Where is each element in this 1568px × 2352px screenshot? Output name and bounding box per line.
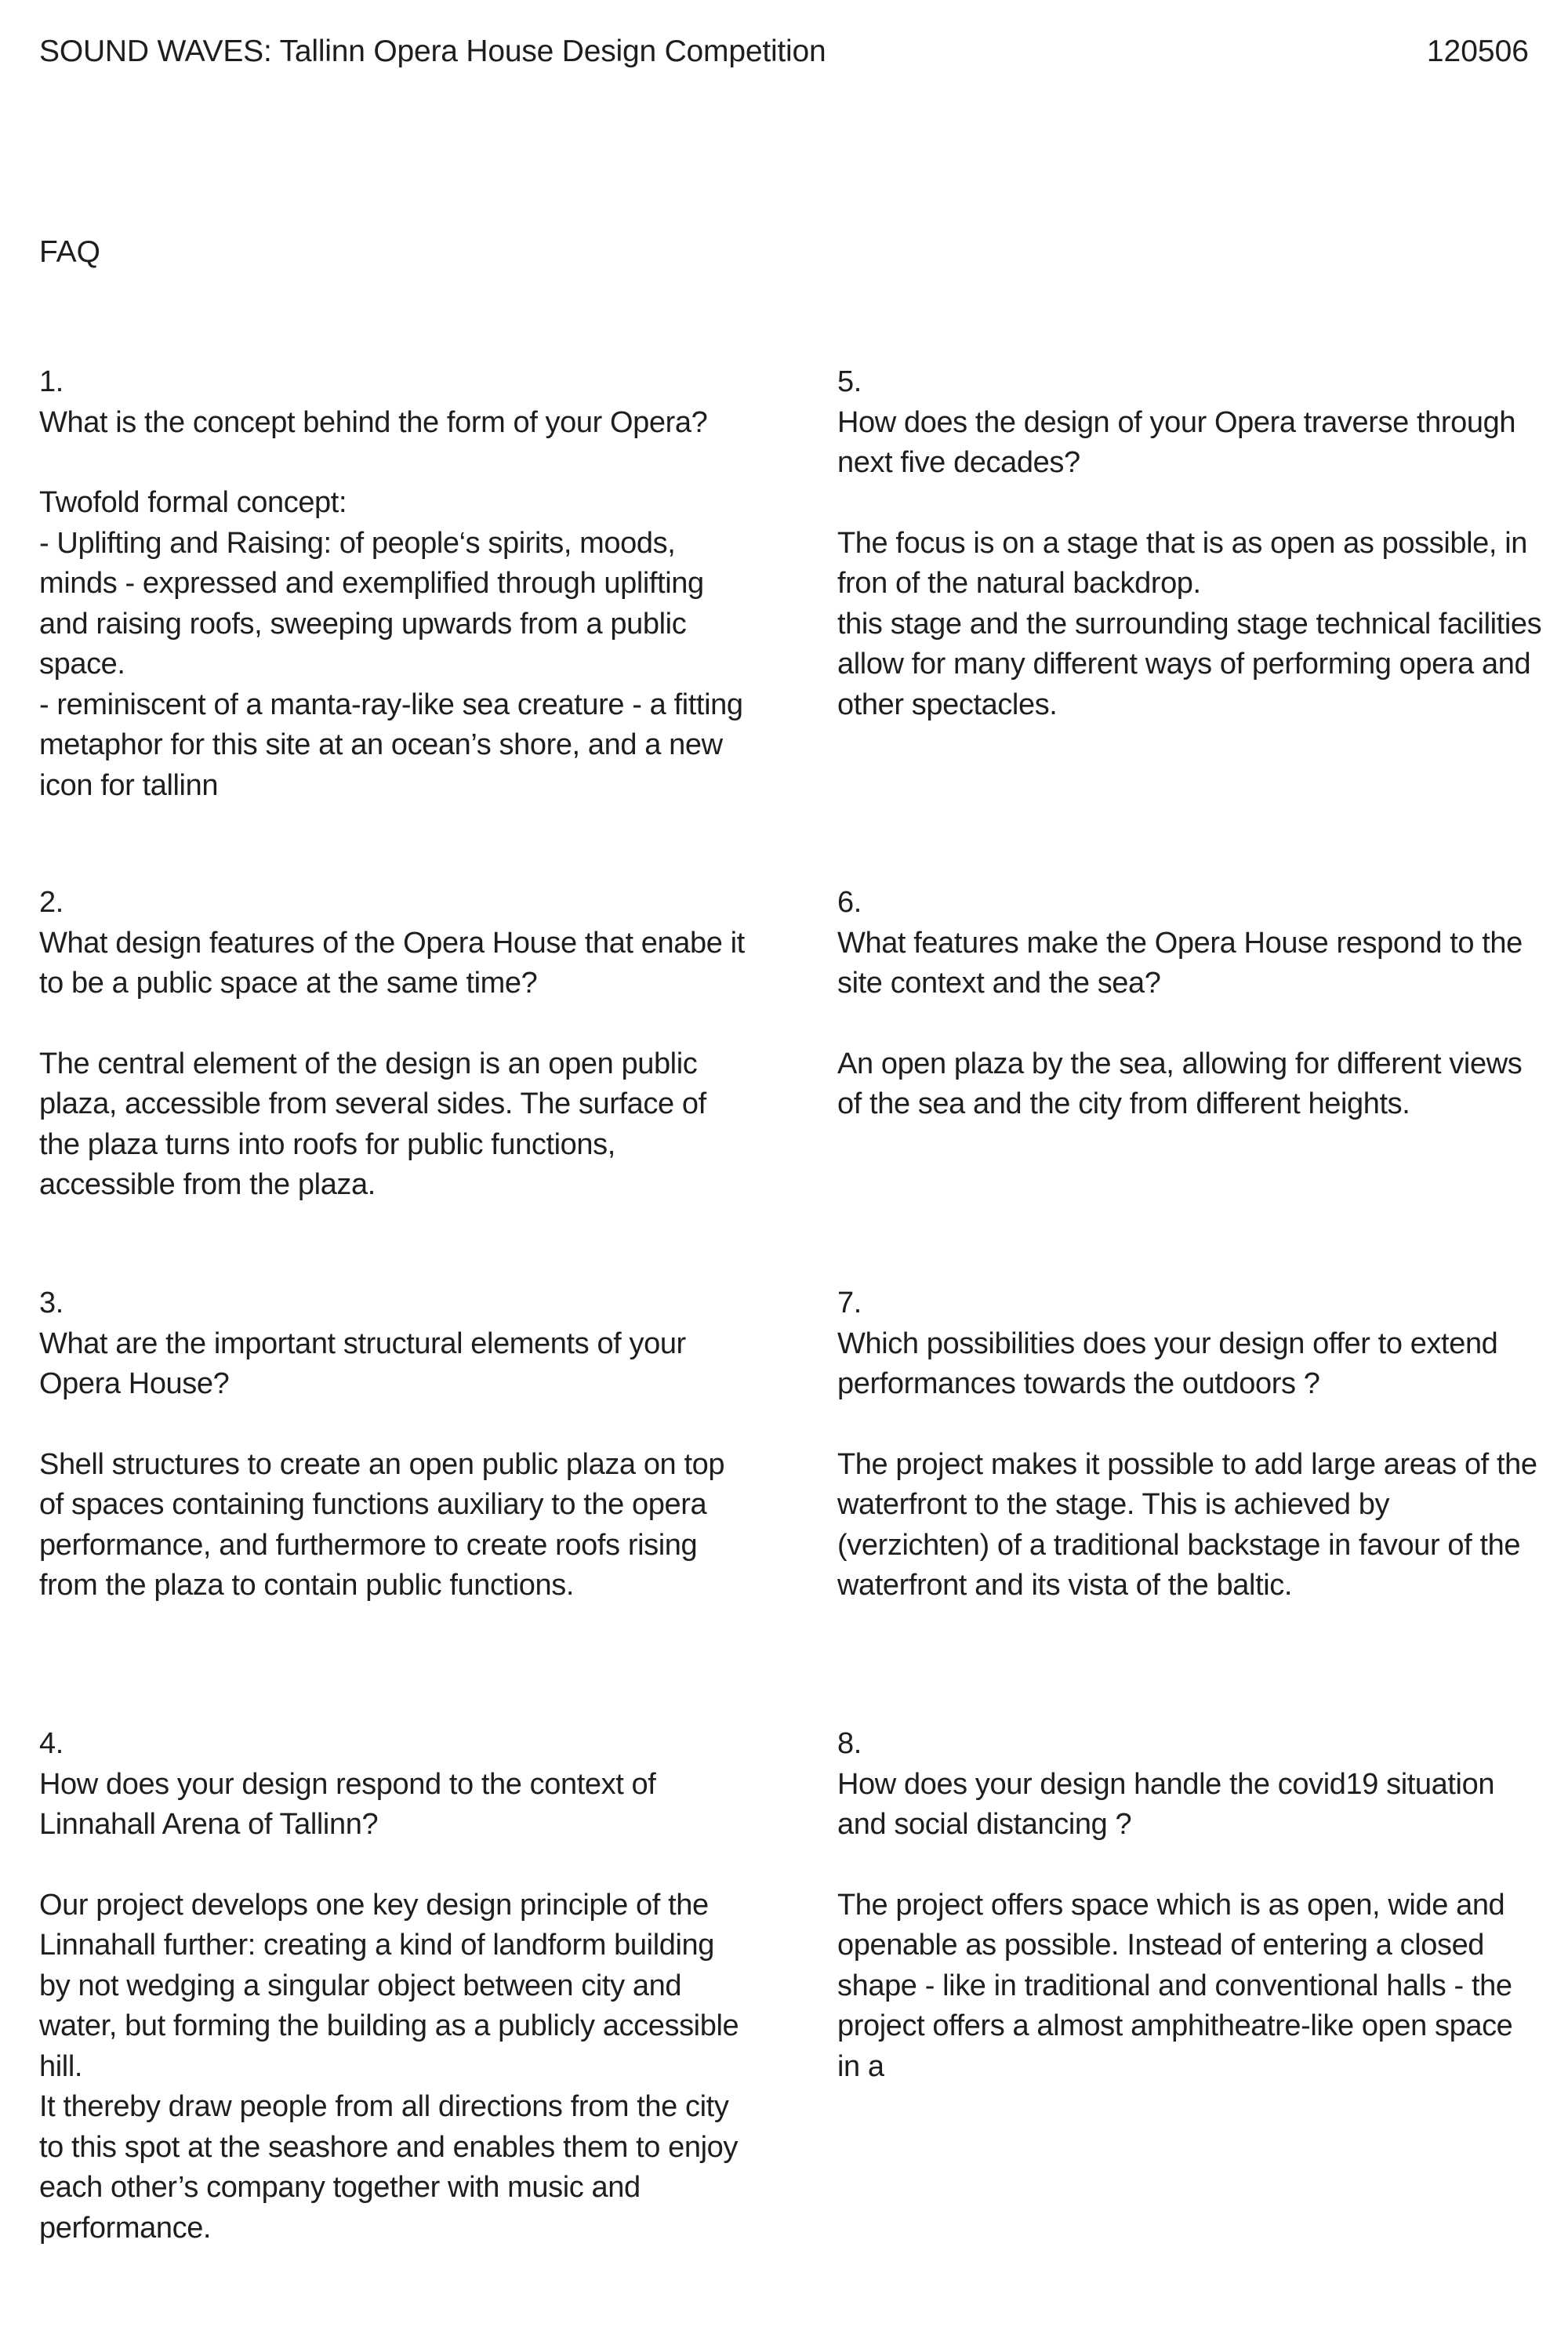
faq-answer: The focus is on a stage that is as open as possible, in fron of the natural backdrop. this stage and the surrounding stage technical facilities allow for many different ways of performing opera and other spectacles. <box>837 526 1542 721</box>
faq-question: What is the concept behind the form of your Opera? <box>39 405 708 439</box>
faq-number: 2. <box>39 886 64 919</box>
faq-answer: An open plaza by the sea, allowing for different views of the sea and the city from different heights. <box>837 1047 1523 1120</box>
faq-question: How does the design of your Opera traverse through next five decades? <box>837 405 1516 479</box>
faq-question: What are the important structural elements of your Opera House? <box>39 1327 686 1400</box>
faq-item-3 <box>39 1283 745 1606</box>
faq-item-8 <box>837 1724 1543 2087</box>
document-title: SOUND WAVES: Tallinn Opera House Design Competition <box>39 34 826 68</box>
faq-number: 7. <box>837 1287 862 1319</box>
faq-answer: The central element of the design is an open public plaza, accessible from several sides. The surface of the plaza turns into roofs for public functions, accessible from the plaza. <box>39 1047 706 1201</box>
faq-answer: Shell structures to create an open public plaza on top of spaces containing functions auxiliary to the opera performance, and furthermore to create roofs rising from the plaza to contain public functions. <box>39 1447 725 1602</box>
faq-question: Which possibilities does your design offer to extend performances towards the outdoors ? <box>837 1327 1498 1400</box>
faq-item-4 <box>39 1724 745 2249</box>
faq-number: 3. <box>39 1287 64 1319</box>
faq-question: How does your design handle the covid19 situation and social distancing ? <box>837 1767 1495 1841</box>
faq-item-1 <box>39 362 745 806</box>
faq-number: 8. <box>837 1727 862 1760</box>
document-number: 120506 <box>1426 34 1529 68</box>
faq-answer: The project offers space which is as open, wide and openable as possible. Instead of entering a closed shape - like in traditional and conventional halls - the project offers a almost amphitheatre-like open space in a <box>837 1888 1513 2083</box>
faq-number: 4. <box>39 1727 64 1760</box>
faq-heading: FAQ <box>39 235 101 269</box>
faq-number: 1. <box>39 365 64 398</box>
faq-item-6 <box>837 883 1543 1125</box>
faq-number: 6. <box>837 886 862 919</box>
faq-answer: The project makes it possible to add large areas of the waterfront to the stage. This is achieved by (verzichten) of a traditional backstage in favour of the waterfront and its vista of the baltic. <box>837 1447 1537 1602</box>
faq-question: How does your design respond to the context of Linnahall Arena of Tallinn? <box>39 1767 656 1841</box>
faq-item-7 <box>837 1283 1543 1606</box>
faq-answer: Twofold formal concept: - Uplifting and Raising: of people‘s spirits, moods, minds - expressed and exemplified through uplifting and raising roofs, sweeping upwards from a public space. - reminiscent of a manta-ray-like sea creature - a fitting metaphor for this site at an ocean’s shore, and a new icon for tallinn <box>39 486 743 802</box>
faq-number: 5. <box>837 365 862 398</box>
faq-answer: Our project develops one key design principle of the Linnahall further: creating a kind of landform building by not wedging a singular object between city and water, but forming the building as a publicly accessible hill. It thereby draw people from all directions from the city to this spot at the seashore and enables them to enjoy each other’s company together with music and performance. <box>39 1888 739 2245</box>
faq-question: What features make the Opera House respond to the site context and the sea? <box>837 926 1523 1000</box>
faq-item-5 <box>837 362 1543 725</box>
faq-question: What design features of the Opera House that enabe it to be a public space at the same time? <box>39 926 745 1000</box>
faq-item-2 <box>39 883 745 1206</box>
